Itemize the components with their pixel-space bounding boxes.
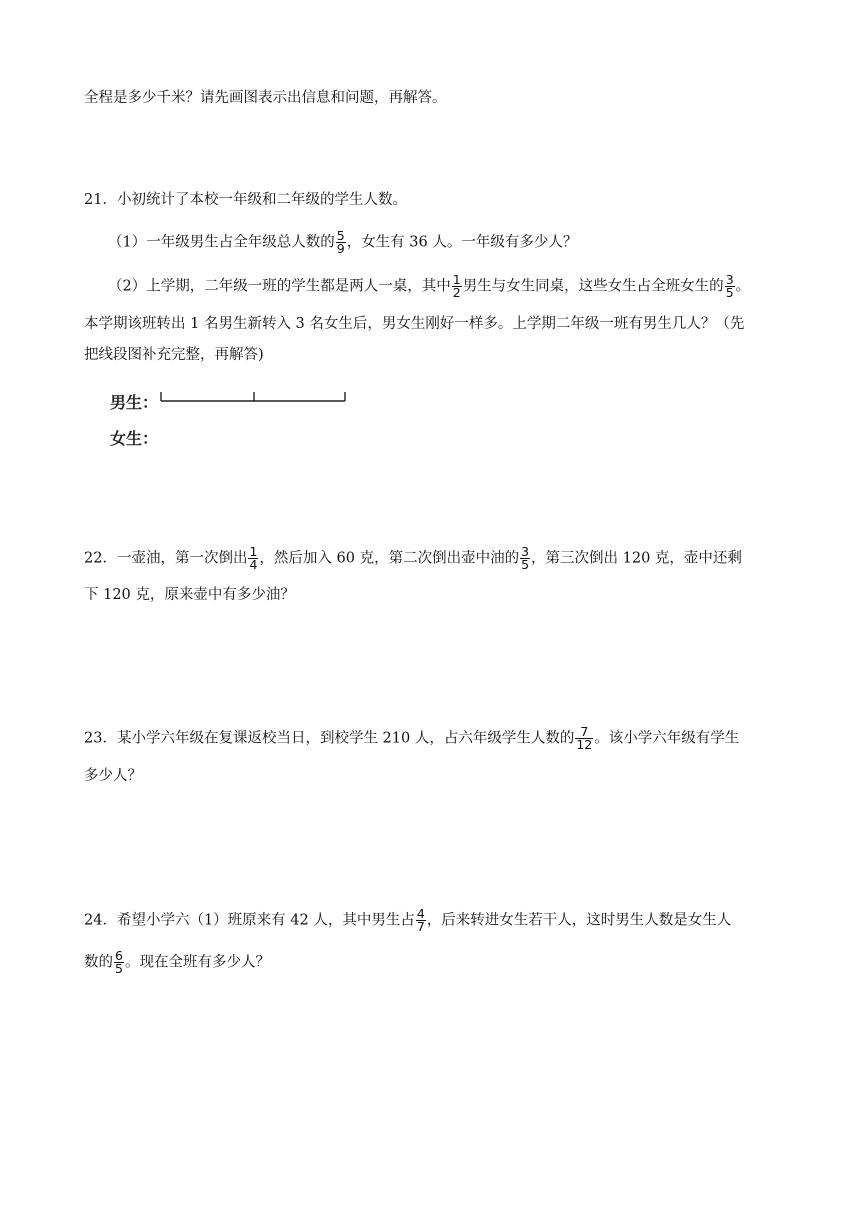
fraction-numerator: 1 — [452, 272, 461, 287]
fraction-denominator: 4 — [249, 557, 258, 572]
q21-p2-text-mid: 男生与女生同桌，这些女生占全班女生的 — [462, 278, 724, 295]
fraction-denominator: 5 — [725, 285, 734, 300]
fraction-denominator: 2 — [452, 285, 461, 300]
q21-p2-text-before: （2）上学期，二年级一班的学生都是两人一桌，其中 — [108, 278, 451, 295]
question-23-number: 23 — [84, 730, 103, 747]
question-22 — [84, 546, 790, 571]
fraction-denominator: 5 — [115, 961, 123, 976]
diagram-girls-label: 女生： — [110, 429, 159, 448]
question-23 — [84, 726, 790, 751]
fraction-3-5 — [520, 546, 530, 571]
q22-text-mid-1: ，然后加入 60 克，第二次倒出壶中油的 — [259, 550, 520, 567]
fraction-5-9 — [336, 230, 346, 255]
question-21-part-2 — [108, 274, 840, 299]
fraction-numerator: 3 — [725, 272, 734, 287]
q24-line2-text-before: 数的 — [84, 954, 113, 971]
fraction-numerator: 4 — [416, 906, 425, 921]
question-22-line-2: 下 120 克，原来壶中有多少油？ — [84, 587, 295, 603]
fraction-denominator: 5 — [521, 557, 530, 572]
fraction-denominator: 9 — [336, 241, 345, 256]
fraction-numerator: 5 — [336, 228, 345, 243]
fraction-numerator: 7 — [575, 726, 593, 739]
q21-p1-text-after: ，女生有 36 人。一年级有多少人？ — [346, 234, 578, 251]
fraction-numerator: 3 — [521, 544, 530, 559]
question-24 — [84, 908, 790, 933]
q24-text-before: ．希望小学六（1）班原来有 42 人，其中男生占 — [102, 912, 415, 929]
question-22-number: 22 — [84, 550, 103, 567]
fraction-denominator: 12 — [576, 737, 593, 752]
q23-text-before: ．某小学六年级在复课返校当日，到校学生 210 人，占六年级学生人数的 — [102, 730, 575, 747]
q21-p2-text-end: 。 — [735, 278, 751, 295]
fraction-6-5 — [114, 950, 124, 975]
fraction-1-2 — [452, 274, 462, 299]
question-24-number: 24 — [84, 912, 103, 929]
q22-text-before: ．一壶油，第一次倒出 — [102, 550, 248, 567]
question-21-stem-text: ．小初统计了本校一年级和二年级的学生人数。 — [102, 192, 407, 208]
question-23-line-2: 多少人？ — [84, 768, 142, 784]
boys-line-segment — [158, 388, 350, 408]
fraction-denominator: 7 — [416, 919, 425, 934]
fraction-numerator: 6 — [115, 948, 123, 963]
question-21-part-2-line-3: 把线段图补充完整，再解答) — [84, 347, 264, 363]
question-21-stem — [84, 190, 790, 210]
question-21-part-2-line-2: 本学期该班转出 1 名男生新转入 3 名女生后，男女生刚好一样多。上学期二年级一班有男生几人？（先 — [84, 316, 745, 332]
question-21-number: 21 — [84, 192, 103, 208]
fraction-3-5 — [725, 274, 735, 299]
fraction-4-7 — [416, 908, 426, 933]
question-24-line-2 — [84, 950, 790, 975]
question-21-part-1 — [108, 230, 790, 255]
q21-p1-text-before: （1）一年级男生占全年级总人数的 — [108, 234, 335, 251]
fraction-1-4 — [248, 546, 258, 571]
fraction-7-12 — [575, 726, 593, 751]
q22-text-mid-2: ，第三次倒出 120 克，壶中还剩 — [531, 550, 742, 567]
q24-text-after: ，后来转进女生若干人，这时男生人数是女生人 — [426, 912, 732, 929]
q23-text-after: 。该小学六年级有学生 — [594, 730, 740, 747]
fraction-numerator: 1 — [249, 544, 258, 559]
diagram-boys-label: 男生： — [110, 393, 159, 412]
intro-line: 全程是多少千米？请先画图表示出信息和问题，再解答。 — [84, 90, 447, 106]
q24-line2-text-after: 。现在全班有多少人？ — [124, 954, 270, 971]
